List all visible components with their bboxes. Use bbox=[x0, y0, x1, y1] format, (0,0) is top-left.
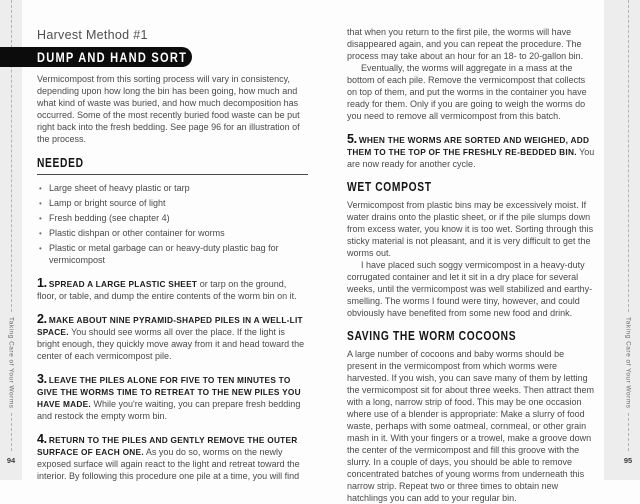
step-1 bbox=[37, 277, 308, 302]
step-3 bbox=[37, 373, 308, 422]
list-item: • Plastic dishpan or other container for worms bbox=[37, 228, 308, 240]
step-5 bbox=[347, 133, 596, 170]
continuation-paragraph: that when you return to the first pile, the worms will have disappeared again, and you can repeat the procedure. The process may take about an hour for an 18- to 20-gallon bin. bbox=[347, 27, 584, 61]
body-paragraph: Vermicompost from plastic bins may be excessively moist. If water drains onto the plastic sheet, or if the pile slumps down from excess water, you know it is too wet. Sorting through this sticky material is not pleasant, and it is very difficult to get the worms out. bbox=[347, 200, 594, 258]
list-item: • Large sheet of heavy plastic or tarp bbox=[37, 183, 308, 195]
step-number: 4. bbox=[37, 432, 47, 446]
step-text: As you do so, worms on the newly exposed surface will again react to the light and retreat toward the interior. By following this procedure one pile at a time, you will find bbox=[37, 447, 300, 481]
step-text: You are now ready for another cycle. bbox=[347, 147, 595, 169]
section-heading-saving-cocoons: SAVING THE WORM COCOONS bbox=[347, 329, 517, 343]
running-title-right: Taking Care of Your Worms bbox=[624, 316, 632, 408]
step-text: While you're waiting, you can prepare fresh bedding and restock the empty worm bin. bbox=[37, 399, 301, 421]
margin-dashed-rule bbox=[11, 413, 12, 451]
step-lead: RETURN TO THE PILES AND GENTLY REMOVE THE OUTER SURFACE OF EACH ONE. bbox=[37, 435, 298, 457]
body-paragraph: Eventually, the worms will aggregate in a mass at the bottom of each pile. Remove the vermicompost that collects on top of them, and put the worms in the container you have ready for them. Only if you are going to weigh the worms do you need to remove all vermicompost from this batch. bbox=[347, 63, 587, 121]
list-item: • Plastic or metal garbage can or heavy-duty plastic bag for vermicompost bbox=[37, 243, 308, 266]
page-number-left: 94 bbox=[6, 456, 16, 465]
body-paragraph: I have placed such soggy vermicompost in a heavy-duty corrugated container and let it sit in a dry place for several weeks, until the vermicompost was well stabilized and earthy-smelling. The worms I found were tiny, however, and could obviously have benefited from some new food and drink. bbox=[347, 260, 593, 318]
left-page bbox=[22, 0, 320, 480]
section-banner bbox=[0, 47, 192, 67]
step-number: 5. bbox=[347, 132, 357, 146]
step-text: or tarp on the ground, floor, or table, and dump the entire contents of the worm bin on it. bbox=[37, 279, 297, 301]
page-number-right: 95 bbox=[623, 456, 633, 465]
left-page-margin bbox=[0, 0, 22, 480]
step-number: 2. bbox=[37, 312, 47, 326]
intro-paragraph: Vermicompost from this sorting process will vary in consistency, depending upon how long the bin has been going, how much and what kind of waste was buried, and how much decomposition has occurred. Some of the most recently buried food waste can be put right back into the fresh bedding. See page 96 for an illustration of the process. bbox=[37, 74, 300, 144]
body-paragraph: A large number of cocoons and baby worms should be present in the vermicompost from which worms were harvested. If you wish, you can save many of them by letting the vermicompost sit for about three weeks. Then attract them with a long, narrow strip of food. This may be one occasion where use of a blender is appropriate: Make a slurry of food waste, perhaps with some oatmeal, cornmeal, or other grain mash in it. With your fingers or a trowel, make a groove down the center of the vermicompost and fill this groove with the slurry. In a couple of days, you should be able to remove concentrated batches of young worms from underneath this narrow strip. Repeat two or three times to obtain new hatchlings you can add to your regular bin. bbox=[347, 349, 594, 503]
banner-title: DUMP AND HAND SORT bbox=[37, 49, 188, 65]
list-item: • Fresh bedding (see chapter 4) bbox=[37, 213, 308, 225]
step-text: You should see worms all over the place. If the light is bright enough, they quickly move away from it and head toward the center of each vermicompost pile. bbox=[37, 327, 305, 361]
margin-dashed-rule bbox=[628, 0, 629, 312]
right-page-margin bbox=[604, 0, 640, 480]
needed-heading: NEEDED bbox=[37, 154, 308, 175]
needed-list bbox=[37, 183, 308, 266]
step-lead: SPREAD A LARGE PLASTIC SHEET bbox=[48, 279, 198, 289]
step-lead: MAKE ABOUT NINE PYRAMID-SHAPED PILES IN A WELL-LIT SPACE. bbox=[37, 315, 303, 337]
margin-dashed-rule bbox=[628, 413, 629, 451]
step-number: 3. bbox=[37, 372, 47, 386]
step-4 bbox=[37, 433, 308, 482]
step-lead: WHEN THE WORMS ARE SORTED AND WEIGHED, ADD THEM TO THE TOP OF THE FRESHLY RE-BEDDED BIN. bbox=[347, 135, 590, 157]
kicker-heading: Harvest Method #1 bbox=[37, 28, 148, 42]
right-page bbox=[320, 0, 604, 503]
running-title-left: Taking Care of Your Worms bbox=[7, 316, 15, 408]
step-number: 1. bbox=[37, 276, 47, 290]
step-lead: LEAVE THE PILES ALONE FOR FIVE TO TEN MINUTES TO GIVE THE WORMS TIME TO RETREAT TO THE NEW PILES YOU HAVE MADE. bbox=[37, 375, 301, 409]
step-2 bbox=[37, 313, 308, 362]
list-item: • Lamp or bright source of light bbox=[37, 198, 308, 210]
section-heading-wet-compost: WET COMPOST bbox=[347, 180, 432, 194]
